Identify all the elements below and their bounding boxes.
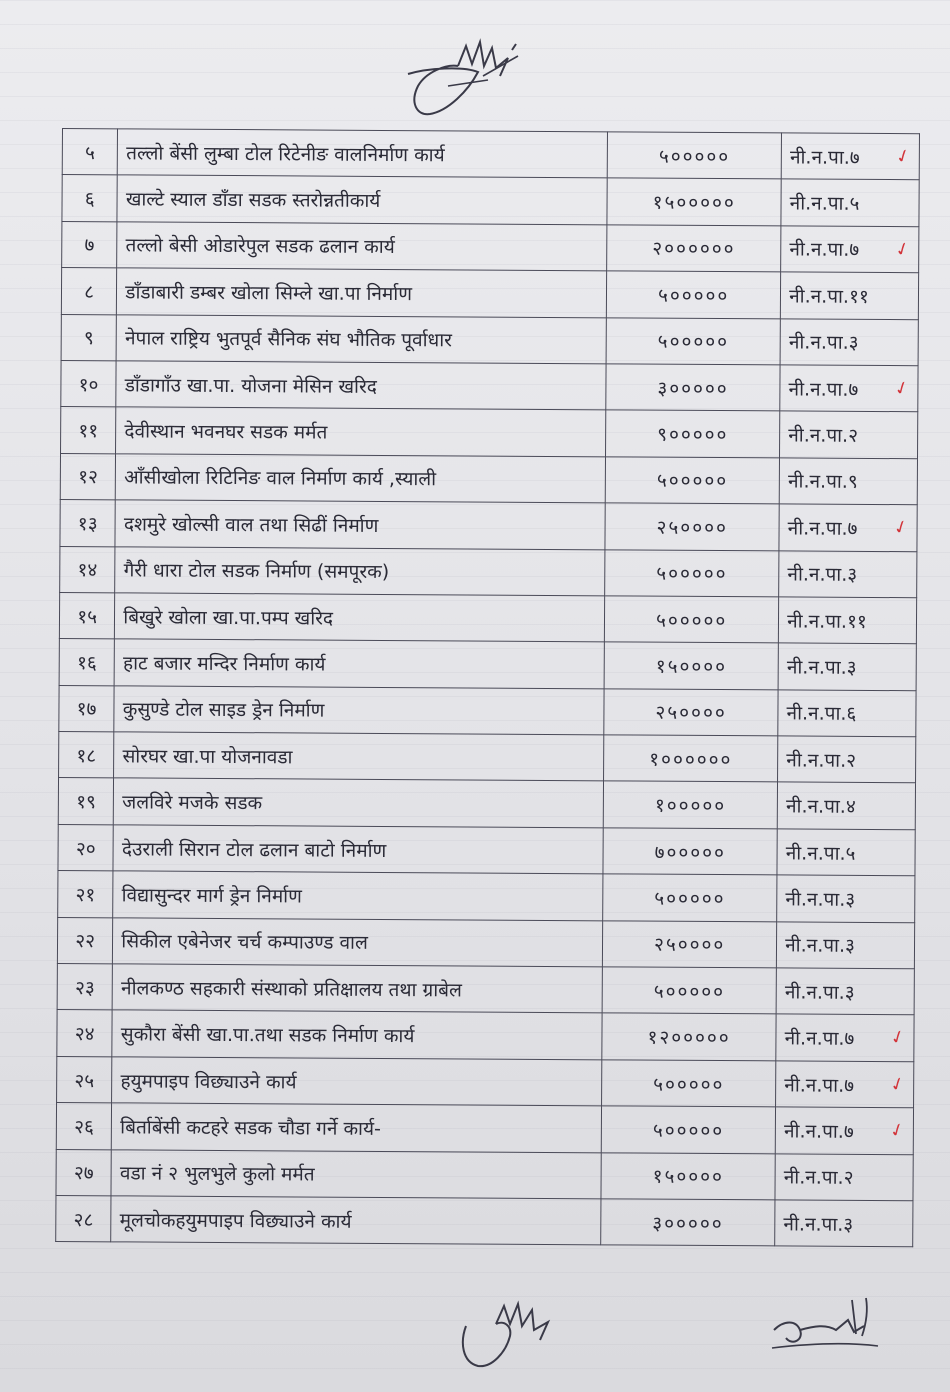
- description-text: नेपाल राष्ट्रिय भुतपूर्व सैनिक संघ भौतिक पूर्वाधार: [124, 327, 452, 352]
- amount-text: ५०००००: [657, 330, 730, 354]
- ward-cell: [775, 1200, 913, 1247]
- amount-text: ३०००००: [652, 1212, 724, 1235]
- serial-number-cell: [61, 360, 117, 407]
- amount-cell: [601, 1106, 775, 1153]
- description-text: सोरघर खा.पा योजनावडा: [122, 745, 293, 769]
- description-cell: [116, 314, 606, 363]
- description-cell: [113, 917, 603, 966]
- serial-number-text: २१: [75, 884, 96, 907]
- ward-cell: [776, 968, 914, 1015]
- serial-number-cell: [56, 1149, 112, 1196]
- amount-text: ५०००००: [653, 980, 726, 1003]
- serial-number-text: ९: [83, 327, 94, 350]
- amount-cell: [604, 689, 778, 736]
- description-cell: [112, 964, 602, 1013]
- serial-number-cell: [61, 268, 117, 315]
- amount-text: ७०००००: [654, 841, 726, 864]
- description-cell: [113, 871, 603, 920]
- amount-text: ५०००००: [657, 284, 730, 307]
- description-cell: [114, 639, 604, 688]
- serial-number-cell: [56, 1195, 112, 1242]
- serial-number-text: २८: [73, 1208, 94, 1231]
- amount-text: ५०००००: [654, 887, 726, 911]
- serial-number-cell: [60, 546, 116, 593]
- ward-cell: [781, 179, 919, 226]
- ward-text: नी.न.पा.२: [788, 424, 859, 447]
- ward-cell: [779, 597, 917, 644]
- ward-cell: [781, 272, 919, 319]
- amount-cell: [602, 967, 776, 1014]
- ward-text: नी.न.पा.११: [787, 610, 867, 633]
- table-row: [62, 221, 919, 273]
- amount-text: १०००००: [654, 794, 727, 818]
- check-mark-icon: ✓: [886, 1072, 909, 1097]
- description-text: हाट बजार मन्दिर निर्माण कार्य: [122, 652, 326, 676]
- description-text: सुकौरा बेंसी खा.पा.तथा सडक निर्माण कार्य: [120, 1023, 415, 1048]
- description-cell: [115, 500, 605, 549]
- ward-cell: [776, 1061, 914, 1108]
- ward-cell: [779, 550, 917, 597]
- serial-number-cell: [56, 1103, 112, 1150]
- serial-number-text: १३: [77, 512, 98, 536]
- description-cell: [116, 454, 606, 503]
- ward-cell: [779, 504, 917, 551]
- description-text: सिकील एबेनेजर चर्च कम्पाउण्ड वाल: [121, 930, 368, 955]
- amount-text: ५०००००: [655, 609, 728, 632]
- amount-text: २५००००: [653, 933, 726, 957]
- ward-text: नी.न.पा.७: [783, 1120, 854, 1143]
- table-row: [61, 407, 918, 459]
- check-mark-icon: ✓: [892, 236, 914, 262]
- ward-text: नी.न.पा.७: [788, 378, 859, 401]
- ward-text: नी.न.पा.७: [787, 517, 858, 540]
- amount-text: ५०००००: [658, 145, 731, 168]
- signature-top: [388, 36, 538, 126]
- description-text: देवीस्थान भवनघर सडक मर्मत: [124, 420, 328, 444]
- serial-number-text: २३: [74, 976, 95, 999]
- description-cell: [117, 222, 607, 271]
- amount-cell: [603, 781, 777, 828]
- table-row: [57, 1010, 914, 1062]
- table-row: [59, 685, 916, 737]
- serial-number-text: २०: [75, 837, 96, 860]
- ward-text: नी.न.पा.९: [787, 470, 858, 494]
- amount-cell: [604, 735, 778, 782]
- serial-number-text: ५: [84, 141, 96, 164]
- ward-text: नी.न.पा.७: [784, 1027, 855, 1050]
- amount-cell: [602, 1013, 776, 1060]
- serial-number-text: १४: [77, 559, 98, 582]
- ward-text: नी.न.पा.७: [784, 1073, 855, 1097]
- amount-text: २००००००: [652, 238, 736, 261]
- ward-cell: [781, 133, 919, 180]
- serial-number-cell: [58, 871, 114, 918]
- check-mark-icon: ✓: [891, 376, 913, 402]
- serial-number-cell: [57, 1056, 113, 1103]
- table-row: [59, 732, 916, 784]
- description-cell: [115, 593, 605, 642]
- description-text: दशमुरे खोल्सी वाल तथा सिढीं निर्माण: [123, 513, 379, 537]
- amount-cell: [607, 271, 781, 318]
- serial-number-text: १८: [76, 744, 97, 767]
- ward-cell: [775, 1107, 913, 1154]
- amount-text: १५०००००: [652, 191, 736, 215]
- ward-text: नी.न.पा.७: [789, 238, 860, 262]
- serial-number-text: १२: [78, 466, 98, 489]
- amount-cell: [601, 1152, 775, 1199]
- serial-number-text: २६: [74, 1115, 94, 1139]
- ward-text: नी.न.पा.३: [783, 1213, 854, 1236]
- serial-number-cell: [58, 778, 114, 825]
- description-cell: [116, 361, 606, 410]
- description-text: तल्लो बेंसी लुम्बा टोल रिटेनीङ वालनिर्माण कार्य: [126, 142, 445, 167]
- serial-number-cell: [59, 732, 115, 779]
- amount-cell: [605, 549, 779, 596]
- serial-number-text: १७: [76, 698, 97, 721]
- amount-text: ५०००००: [656, 470, 729, 493]
- check-mark-icon: ✓: [886, 1118, 908, 1144]
- ward-cell: [778, 690, 916, 737]
- serial-number-text: १०: [78, 373, 99, 396]
- check-mark-icon: ✓: [890, 515, 912, 541]
- ward-text: नी.न.पा.५: [785, 841, 856, 865]
- works-table-body: [56, 129, 920, 1248]
- ward-text: नी.न.पा.११: [789, 285, 869, 308]
- ward-cell: [777, 922, 915, 969]
- amount-text: २५००००: [656, 516, 728, 539]
- signature-bottom-right: [766, 1290, 886, 1360]
- ward-text: नी.न.पा.५: [789, 192, 860, 215]
- description-cell: [112, 1010, 602, 1059]
- description-cell: [114, 686, 604, 735]
- description-cell: [112, 1057, 602, 1106]
- ward-text: नी.न.पा.२: [783, 1166, 854, 1190]
- table-row: [56, 1103, 913, 1155]
- ward-cell: [780, 365, 918, 412]
- serial-number-cell: [57, 964, 113, 1011]
- amount-text: १००००००: [649, 748, 733, 771]
- serial-number-text: ६: [84, 188, 95, 211]
- description-text: नीलकण्ठ सहकारी संस्थाको प्रतिक्षालय तथा ग्राबेल: [120, 977, 462, 1002]
- description-text: विद्यासुन्दर मार्ग ड्रेन निर्माण: [121, 884, 302, 908]
- ward-text: नी.न.पा.३: [788, 331, 859, 355]
- serial-number-cell: [60, 453, 116, 500]
- table-row: [57, 1056, 914, 1108]
- description-text: कुसुण्डे टोल साइड ड्रेन निर्माण: [122, 698, 325, 722]
- table-row: [60, 546, 917, 598]
- ward-cell: [777, 875, 915, 922]
- ward-cell: [777, 782, 915, 829]
- serial-number-cell: [60, 500, 116, 547]
- description-text: डाँडाबारी डम्बर खोला सिम्ले खा.पा निर्माण: [125, 281, 413, 306]
- amount-text: २५००००: [655, 702, 727, 725]
- table-row: [61, 360, 918, 412]
- ward-cell: [778, 643, 916, 690]
- table-row: [61, 314, 918, 366]
- description-text: आँसीखोला रिटिनिङ वाल निर्माण कार्य ,स्याली: [124, 466, 437, 491]
- description-text: बिखुरे खोला खा.पा.पम्प खरिद: [123, 605, 334, 630]
- serial-number-cell: [57, 917, 113, 964]
- amount-text: ९०००००: [657, 423, 729, 447]
- description-cell: [112, 1103, 602, 1152]
- ward-cell: [779, 458, 917, 505]
- description-cell: [111, 1196, 601, 1245]
- table-row: [61, 268, 918, 320]
- description-cell: [113, 825, 603, 874]
- serial-number-cell: [62, 129, 118, 176]
- amount-cell: [607, 225, 781, 272]
- table-row: [57, 964, 914, 1016]
- amount-cell: [605, 503, 779, 550]
- ward-text: नी.न.पा.३: [784, 981, 855, 1004]
- table-row: [59, 639, 916, 691]
- ward-cell: [780, 411, 918, 458]
- serial-number-text: १६: [76, 652, 97, 675]
- serial-number-cell: [59, 639, 115, 686]
- ward-text: नी.न.पा.३: [785, 888, 856, 911]
- description-cell: [117, 268, 607, 317]
- serial-number-cell: [62, 175, 118, 222]
- amount-cell: [603, 874, 777, 921]
- description-cell: [118, 129, 608, 178]
- serial-number-text: १५: [77, 605, 98, 628]
- table-row: [57, 917, 914, 969]
- serial-number-cell: [61, 314, 117, 361]
- serial-number-cell: [59, 685, 115, 732]
- ward-cell: [780, 318, 918, 365]
- serial-number-cell: [61, 407, 117, 454]
- amount-cell: [604, 642, 778, 689]
- serial-number-text: २४: [74, 1023, 95, 1046]
- description-cell: [117, 175, 607, 224]
- amount-cell: [603, 828, 777, 875]
- ward-text: नी.न.पा.७: [789, 146, 860, 169]
- amount-cell: [602, 1060, 776, 1107]
- description-text: जलविरे मजके सडक: [122, 791, 263, 815]
- ward-text: नी.न.पा.६: [786, 702, 857, 726]
- description-text: बिर्ताबेंसी कटहरे सडक चौडा गर्ने कार्य-: [120, 1116, 381, 1140]
- serial-number-text: ११: [78, 420, 99, 443]
- serial-number-cell: [58, 824, 114, 871]
- ward-text: नी.न.पा.३: [787, 563, 858, 587]
- table-row: [58, 824, 915, 876]
- amount-text: ३०००००: [657, 377, 729, 400]
- table-row: [56, 1195, 913, 1247]
- serial-number-text: २२: [75, 930, 96, 953]
- table-row: [60, 500, 917, 552]
- table-row: [56, 1149, 913, 1201]
- check-mark-icon: ✓: [887, 1025, 909, 1051]
- ward-text: नी.न.पा.२: [786, 749, 857, 772]
- table-row: [62, 129, 919, 181]
- description-cell: [114, 778, 604, 827]
- table-row: [58, 778, 915, 830]
- signature-bottom-left: [452, 1296, 562, 1376]
- amount-cell: [606, 317, 780, 364]
- amount-cell: [607, 178, 781, 225]
- description-cell: [111, 1149, 601, 1198]
- amount-text: १५००००: [652, 1165, 724, 1189]
- works-table: [55, 128, 920, 1248]
- description-text: मूलचोकहयुमपाइप विछ्याउने कार्य: [119, 1209, 352, 1233]
- serial-number-text: २५: [74, 1069, 95, 1092]
- description-text: गैरी धारा टोल सडक निर्माण (समपूरक): [123, 559, 390, 584]
- description-cell: [114, 732, 604, 781]
- amount-text: ५०००००: [653, 1073, 725, 1096]
- amount-cell: [601, 1199, 775, 1246]
- description-cell: [115, 546, 605, 595]
- serial-number-cell: [59, 592, 115, 639]
- table-row: [59, 592, 916, 644]
- amount-cell: [606, 410, 780, 457]
- ward-text: नी.न.पा.३: [786, 656, 857, 679]
- amount-text: ५०००००: [652, 1119, 725, 1142]
- table-row: [60, 453, 917, 505]
- table-row: [62, 175, 919, 227]
- amount-text: ५०००००: [656, 562, 728, 586]
- description-text: तल्लो बेसी ओडारेपुल सडक ढलान कार्य: [125, 234, 395, 259]
- description-cell: [116, 407, 606, 456]
- ward-cell: [775, 1153, 913, 1200]
- serial-number-text: ७: [84, 234, 95, 257]
- amount-cell: [605, 457, 779, 504]
- description-text: डाँडागाँउ खा.पा. योजना मेसिन खरिद: [124, 374, 377, 398]
- serial-number-cell: [57, 1010, 113, 1057]
- description-text: खाल्टे स्याल डाँडा सडक स्तरोन्नतीकार्य: [125, 188, 381, 213]
- ward-cell: [778, 736, 916, 783]
- description-text: वडा नं २ भुलभुले कुलो मर्मत: [119, 1162, 315, 1186]
- check-mark-icon: ✓: [892, 144, 914, 170]
- ward-cell: [781, 226, 919, 273]
- serial-number-text: १९: [76, 791, 96, 814]
- description-text: हयुमपाइप विछ्याउने कार्य: [120, 1069, 297, 1093]
- ward-cell: [776, 1014, 914, 1061]
- amount-text: १२०००००: [647, 1026, 731, 1050]
- amount-cell: [603, 920, 777, 967]
- amount-cell: [607, 132, 781, 179]
- ward-cell: [777, 829, 915, 876]
- amount-cell: [605, 596, 779, 643]
- serial-number-text: २७: [73, 1162, 94, 1185]
- amount-text: १५००००: [655, 655, 728, 679]
- table-row: [58, 871, 915, 923]
- description-text: देउराली सिरान टोल ढलान बाटो निर्माण: [121, 837, 387, 862]
- ward-text: नी.न.पा.४: [785, 795, 856, 819]
- amount-cell: [606, 364, 780, 411]
- ward-text: नी.न.पा.३: [785, 934, 855, 958]
- serial-number-cell: [62, 221, 118, 268]
- serial-number-text: ८: [84, 280, 95, 304]
